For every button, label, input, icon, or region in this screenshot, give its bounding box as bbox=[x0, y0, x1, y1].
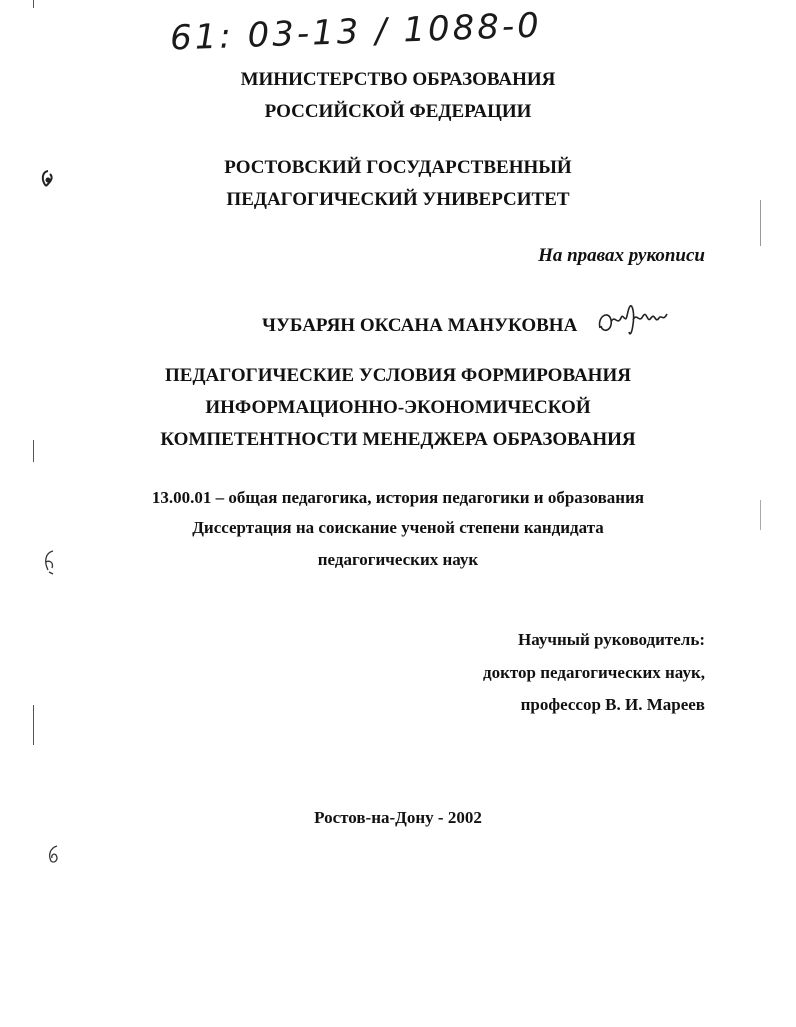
punch-hole-mark-icon bbox=[38, 168, 58, 192]
thesis-title-line-2: ИНФОРМАЦИОННО-ЭКОНОМИЧЕСКОЙ bbox=[205, 397, 591, 418]
thesis-title-line-3: КОМПЕТЕНТНОСТИ МЕНЕДЖЕРА ОБРАЗОВАНИЯ bbox=[160, 429, 636, 450]
place-year: Ростов-на-Дону - 2002 bbox=[314, 808, 482, 827]
manuscript-rights: На правах рукописи bbox=[538, 245, 705, 266]
ministry-line-2: РОССИЙСКОЙ ФЕДЕРАЦИИ bbox=[264, 101, 532, 122]
author-name: ЧУБАРЯН ОКСАНА МАНУКОВНА bbox=[262, 315, 578, 336]
ministry-line-1: МИНИСТЕРСТВО ОБРАЗОВАНИЯ bbox=[240, 69, 556, 90]
dissertation-line-2: педагогических наук bbox=[317, 550, 479, 569]
punch-hole-mark-icon bbox=[44, 842, 64, 866]
scan-edge-line bbox=[33, 705, 34, 745]
university-line-1: РОСТОВСКИЙ ГОСУДАРСТВЕННЫЙ bbox=[224, 157, 572, 178]
dissertation-line-1: Диссертация на соискание ученой степени кандидата bbox=[192, 518, 604, 537]
scan-edge-line bbox=[760, 500, 761, 530]
scan-edge-line bbox=[33, 0, 34, 8]
specialty-code: 13.00.01 – общая педагогика, история педагогики и образования bbox=[151, 488, 645, 507]
scan-edge-line bbox=[33, 440, 34, 462]
supervisor-degree: доктор педагогических наук, bbox=[483, 663, 705, 682]
supervisor-name: профессор В. И. Мареев bbox=[520, 695, 705, 714]
archive-number: 61: 03-13 / 1088-0 bbox=[169, 5, 543, 59]
scan-edge-line bbox=[760, 200, 761, 246]
thesis-title-line-1: ПЕДАГОГИЧЕСКИЕ УСЛОВИЯ ФОРМИРОВАНИЯ bbox=[165, 365, 631, 386]
punch-hole-mark-icon bbox=[40, 548, 60, 578]
signature-icon bbox=[595, 296, 675, 346]
university-line-2: ПЕДАГОГИЧЕСКИЙ УНИВЕРСИТЕТ bbox=[226, 189, 570, 210]
supervisor-label: Научный руководитель: bbox=[518, 630, 705, 649]
